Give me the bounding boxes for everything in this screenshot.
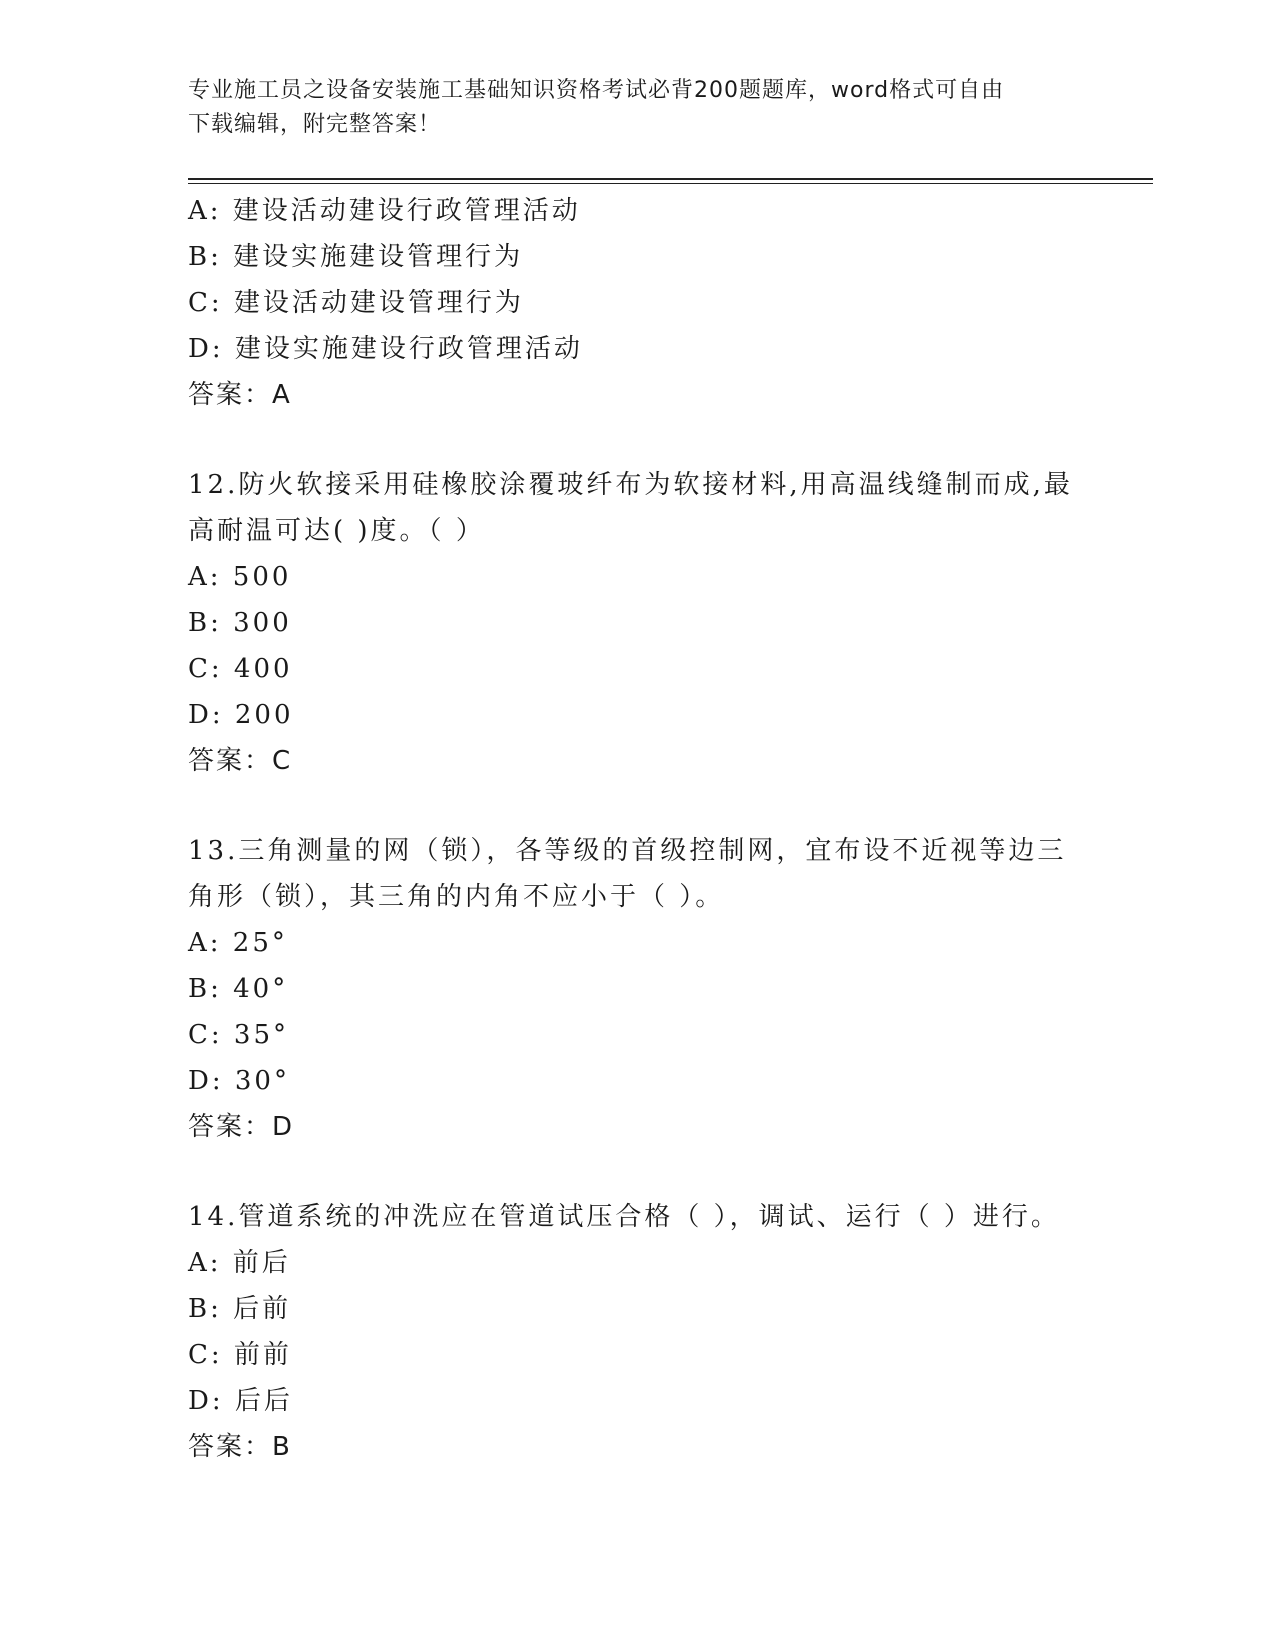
option-c: C: 400 [188,654,293,684]
question-text-line-1: 12.防火软接采用硅橡胶涂覆玻纤布为软接材料,用高温线缝制而成,最 [188,470,1073,500]
spacer [188,418,1088,462]
question-text-line-2: 角形（锁），其三角的内角不应小于（ ）。 [188,882,725,912]
option-a: A: 25° [188,928,288,958]
option-c: C: 35° [188,1020,290,1050]
spacer [188,784,1088,828]
option-d: D: 后后 [188,1386,293,1416]
question-14 [188,1194,1088,1470]
question-text-line-1: 14.管道系统的冲洗应在管道试压合格（ ），调试、运行（ ）进行。 [188,1202,1060,1232]
option-b: B: 建设实施建设管理行为 [188,242,524,272]
question-text-line-2: 高耐温可达( )度。（ ） [188,516,485,546]
header-line-2: 下载编辑，附完整答案！ [188,112,442,137]
question-13 [188,828,1088,1150]
option-b: B: 40° [188,974,289,1004]
option-a: A: 建设活动建设行政管理活动 [188,196,581,226]
header-divider-thin [188,183,1153,184]
header-line-1: 专业施工员之设备安装施工基础知识资格考试必背200题题库，word格式可自由 [188,78,1005,103]
option-d: D: 30° [188,1066,290,1096]
spacer [188,1150,1088,1194]
answer: 答案：B [188,1432,292,1462]
option-a: A: 前后 [188,1248,291,1278]
question-list [188,188,1088,1470]
option-b: B: 300 [188,608,292,638]
answer: 答案：A [188,380,292,410]
option-c: C: 建设活动建设管理行为 [188,288,524,318]
answer: 答案：C [188,746,293,776]
question-12 [188,462,1088,784]
option-a: A: 500 [188,562,292,592]
answer: 答案：D [188,1112,295,1142]
document-header [188,74,1088,142]
question-text-line-1: 13.三角测量的网（锁），各等级的首级控制网，宜布设不近视等边三 [188,836,1067,866]
header-divider-thick [188,178,1153,180]
option-d: D: 建设实施建设行政管理活动 [188,334,583,364]
option-c: C: 前前 [188,1340,292,1370]
question-11 [188,188,1088,418]
option-d: D: 200 [188,700,294,730]
option-b: B: 后前 [188,1294,292,1324]
